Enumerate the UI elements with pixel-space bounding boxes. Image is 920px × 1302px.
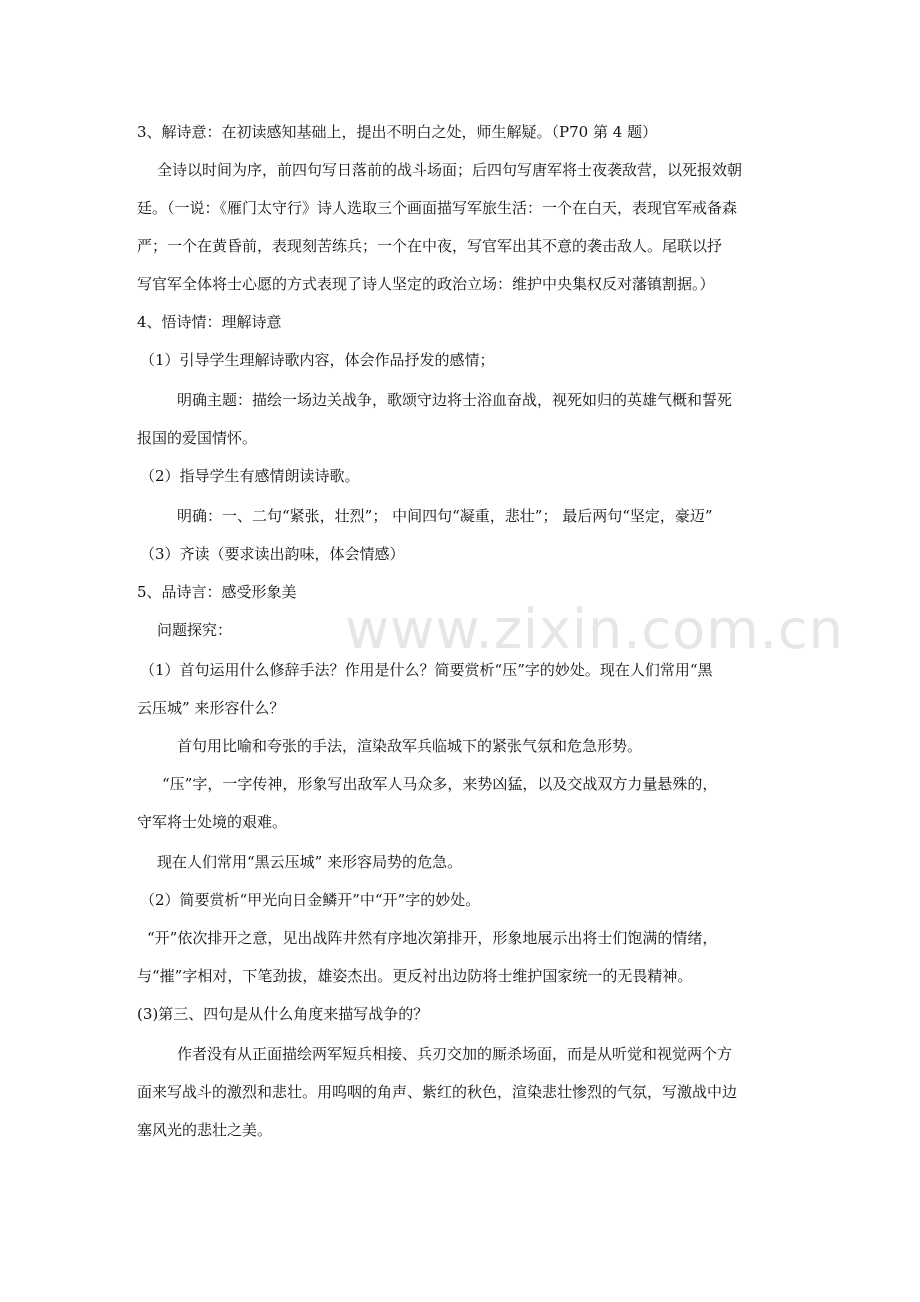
text-line: 明确主题：描绘一场边关战争，歌颂守边将士浴血奋战，视死如归的英雄气概和誓死 bbox=[177, 391, 733, 409]
text-line: 写官军全体将士心愿的方式表现了诗人坚定的政治立场：维护中央集权反对藩镇割据。） bbox=[137, 275, 715, 293]
text-line: 现在人们常用“黑云压城” 来形容局势的危急。 bbox=[157, 853, 463, 871]
text-line: 3、解诗意：在初读感知基础上，提出不明白之处，师生解疑。（P70 第 4 题） bbox=[137, 123, 658, 141]
section-heading: 5、品诗言：感受形象美 bbox=[137, 583, 297, 601]
text-line: 塞风光的悲壮之美。 bbox=[137, 1121, 273, 1139]
text-line: （2）指导学生有感情朗读诗歌。 bbox=[140, 467, 360, 485]
watermark: www.zixin.com.cn bbox=[345, 598, 844, 661]
text-line: “压”字，一字传神，形象写出敌军人马众多，来势凶猛，以及交战双方力量悬殊的， bbox=[162, 775, 718, 793]
text-line: 云压城” 来形容什么？ bbox=[137, 699, 285, 717]
text-line: 问题探究： bbox=[157, 621, 233, 639]
text-line: （1）引导学生理解诗歌内容，体会作品抒发的感情； bbox=[140, 351, 495, 369]
section-heading: 4、悟诗情：理解诗意 bbox=[137, 313, 282, 331]
text-line: “开”依次排开之意，见出战阵井然有序地次第排开，形象地展示出将士们饱满的情绪， bbox=[147, 929, 718, 947]
text-line: 廷。（一说：《雁门太守行》诗人选取三个画面描写军旅生活：一个在白天，表现官军戒备森 bbox=[137, 199, 738, 217]
text-line: 报国的爱国情怀。 bbox=[137, 429, 258, 447]
text-line: (3)第三、四句是从什么角度来描写战争的？ bbox=[137, 1005, 429, 1023]
text-line: 守军将士处境的艰难。 bbox=[137, 813, 288, 831]
text-line: （2）简要赏析“甲光向日金鳞开”中“开”字的妙处。 bbox=[140, 891, 481, 909]
text-line: 与“摧”字相对，下笔劲拔，雄姿杰出。更反衬出边防将士维护国家统一的无畏精神。 bbox=[137, 967, 693, 985]
text-line: 明确：一、二句“紧张，壮烈”； 中间四句“凝重，悲壮”； 最后两句“坚定，豪迈” bbox=[177, 507, 713, 525]
text-line: 作者没有从正面描绘两军短兵相接、兵刃交加的厮杀场面，而是从听觉和视觉两个方 bbox=[177, 1045, 733, 1063]
text-line: 首句用比喻和夸张的手法，渲染敌军兵临城下的紧张气氛和危急形势。 bbox=[177, 737, 643, 755]
text-line: （1）首句运用什么修辞手法？作用是什么？简要赏析“压”字的妙处。现在人们常用“黑 bbox=[140, 661, 713, 679]
text-line: （3）齐读（要求读出韵味，体会情感） bbox=[140, 545, 405, 563]
text-line: 严；一个在黄昏前，表现刻苦练兵；一个在中夜，写官军出其不意的袭击敌人。尾联以抒 bbox=[137, 237, 723, 255]
text-line: 全诗以时间为序，前四句写日落前的战斗场面；后四句写唐军将士夜袭敌营，以死报效朝 bbox=[157, 161, 743, 179]
text-line: 面来写战斗的激烈和悲壮。用呜咽的角声、紫红的秋色，渲染悲壮惨烈的气氛，写激战中边 bbox=[137, 1083, 738, 1101]
